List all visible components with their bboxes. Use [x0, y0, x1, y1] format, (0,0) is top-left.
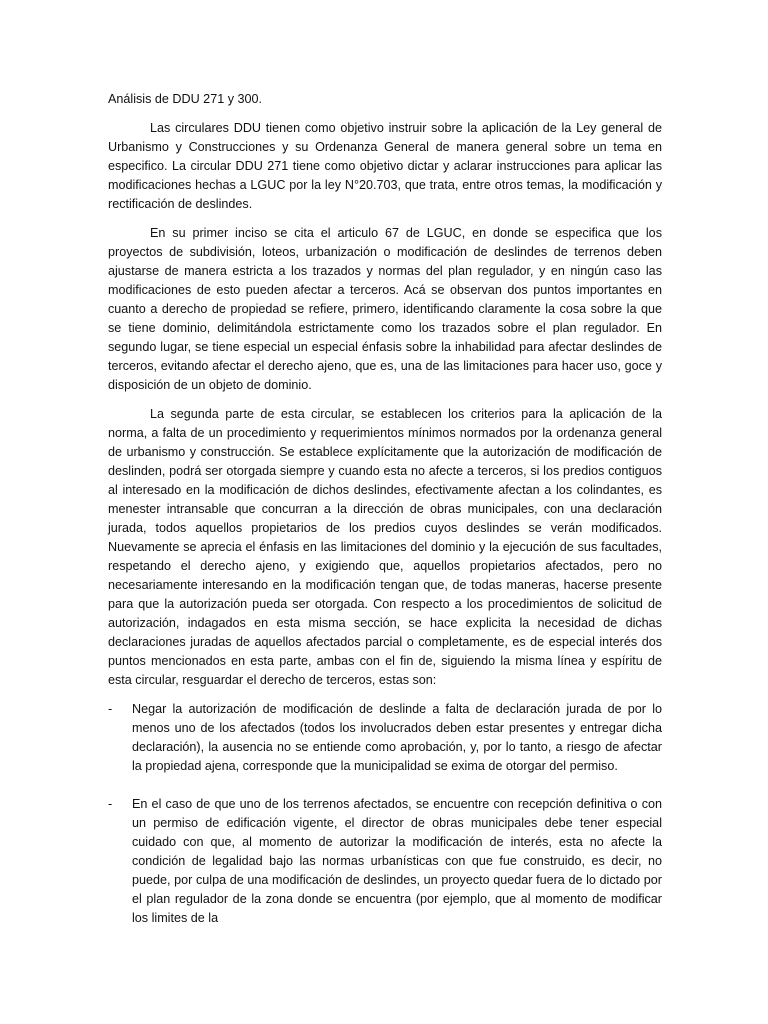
list-item-text: Negar la autorización de modificación de deslinde a falta de declaración jurada de por lo menos uno de los afectados (todos los involucrados deben estar presentes y entregar dicha declaración), la ausencia no se entiende como aprobación, y, por lo tanto, a riesgo de afectar la propiedad ajena, corresponde que la municipalidad se exima de otorgar del permiso. [132, 702, 662, 773]
bullet-marker: - [108, 797, 113, 811]
bullet-list [108, 700, 662, 928]
paragraph: Las circulares DDU tienen como objetivo instruir sobre la aplicación de la Ley general de Urbanismo y Construcciones y su Ordenanza General de manera general sobre un tema en especifico. La circular DDU 271 tiene como objetivo dictar y aclarar instrucciones para aplicar las modificaciones hechas a LGUC por la ley N°20.703, que trata, entre otros temas, la modificación y rectificación de deslindes. [108, 121, 662, 211]
bullet-marker: - [108, 702, 113, 716]
list-item-text: En el caso de que uno de los terrenos afectados, se encuentre con recepción definitiva o con un permiso de edificación vigente, el director de obras municipales debe tener especial cuidado con que, al momento de autorizar la modificación de interés, esta no afecte la condición de legalidad bajo las normas urbanísticas con que fue construido, es decir, no puede, por culpa de una modificación de deslindes, un proyecto quedar fuera de lo dictado por el plan regulador de la zona donde se encuentra (por ejemplo, que al momento de modificar los limites de la [132, 797, 662, 925]
paragraph: La segunda parte de esta circular, se establecen los criterios para la aplicación de la norma, a falta de un procedimiento y requerimientos mínimos normados por la ordenanza general de urbanismo y construcción. Se establece explícitamente que la autorización de modificación de deslinden, podrá ser otorgada siempre y cuando esta no afecte a terceros, si los predios contiguos al interesado en la modificación de dichos deslindes, efectivamente afectan a los colindantes, es menester intransable que concurran a la dirección de obras municipales, con una declaración jurada, todos aquellos propietarios de los predios cuyos deslindes se verán modificados. Nuevamente se aprecia el énfasis en las limitaciones del dominio y la ejecución de sus facultades, respetando el derecho ajeno, y exigiendo que, aquellos propietarios afectados, pero no necesariamente interesando en la modificación tengan que, de todas maneras, hacerse presente para que la autorización pueda ser otorgada. Con respecto a los procedimientos de solicitud de autorización, indagados en esta misma sección, se hace explicita la necesidad de dichas declaraciones juradas de aquellos afectados parcial o completamente, es de especial interés dos puntos mencionados en esta parte, ambas con el fin de, siguiendo la misma línea y espíritu de esta circular, resguardar el derecho de terceros, estas son: [108, 407, 662, 687]
list-item [108, 700, 662, 776]
document-title: Análisis de DDU 271 y 300. [108, 92, 263, 106]
list-item [108, 795, 662, 928]
paragraph: En su primer inciso se cita el articulo 67 de LGUC, en donde se especifica que los proyectos de subdivisión, loteos, urbanización o modificación de deslindes de terrenos deben ajustarse de manera estricta a los trazados y normas del plan regulador, y en ningún caso las modificaciones de esto pueden afectar a terceros. Acá se observan dos puntos importantes en cuanto a derecho de propiedad se refiere, primero, identificando claramente la cosa sobre la que se tiene dominio, delimitándola estrictamente como los trazados sobre el plan regulador. En segundo lugar, se tiene especial un especial énfasis sobre la inhabilidad para afectar deslindes de terceros, evitando afectar el derecho ajeno, que es, una de las limitaciones para hacer uso, goce y disposición de un objeto de dominio. [108, 226, 662, 392]
